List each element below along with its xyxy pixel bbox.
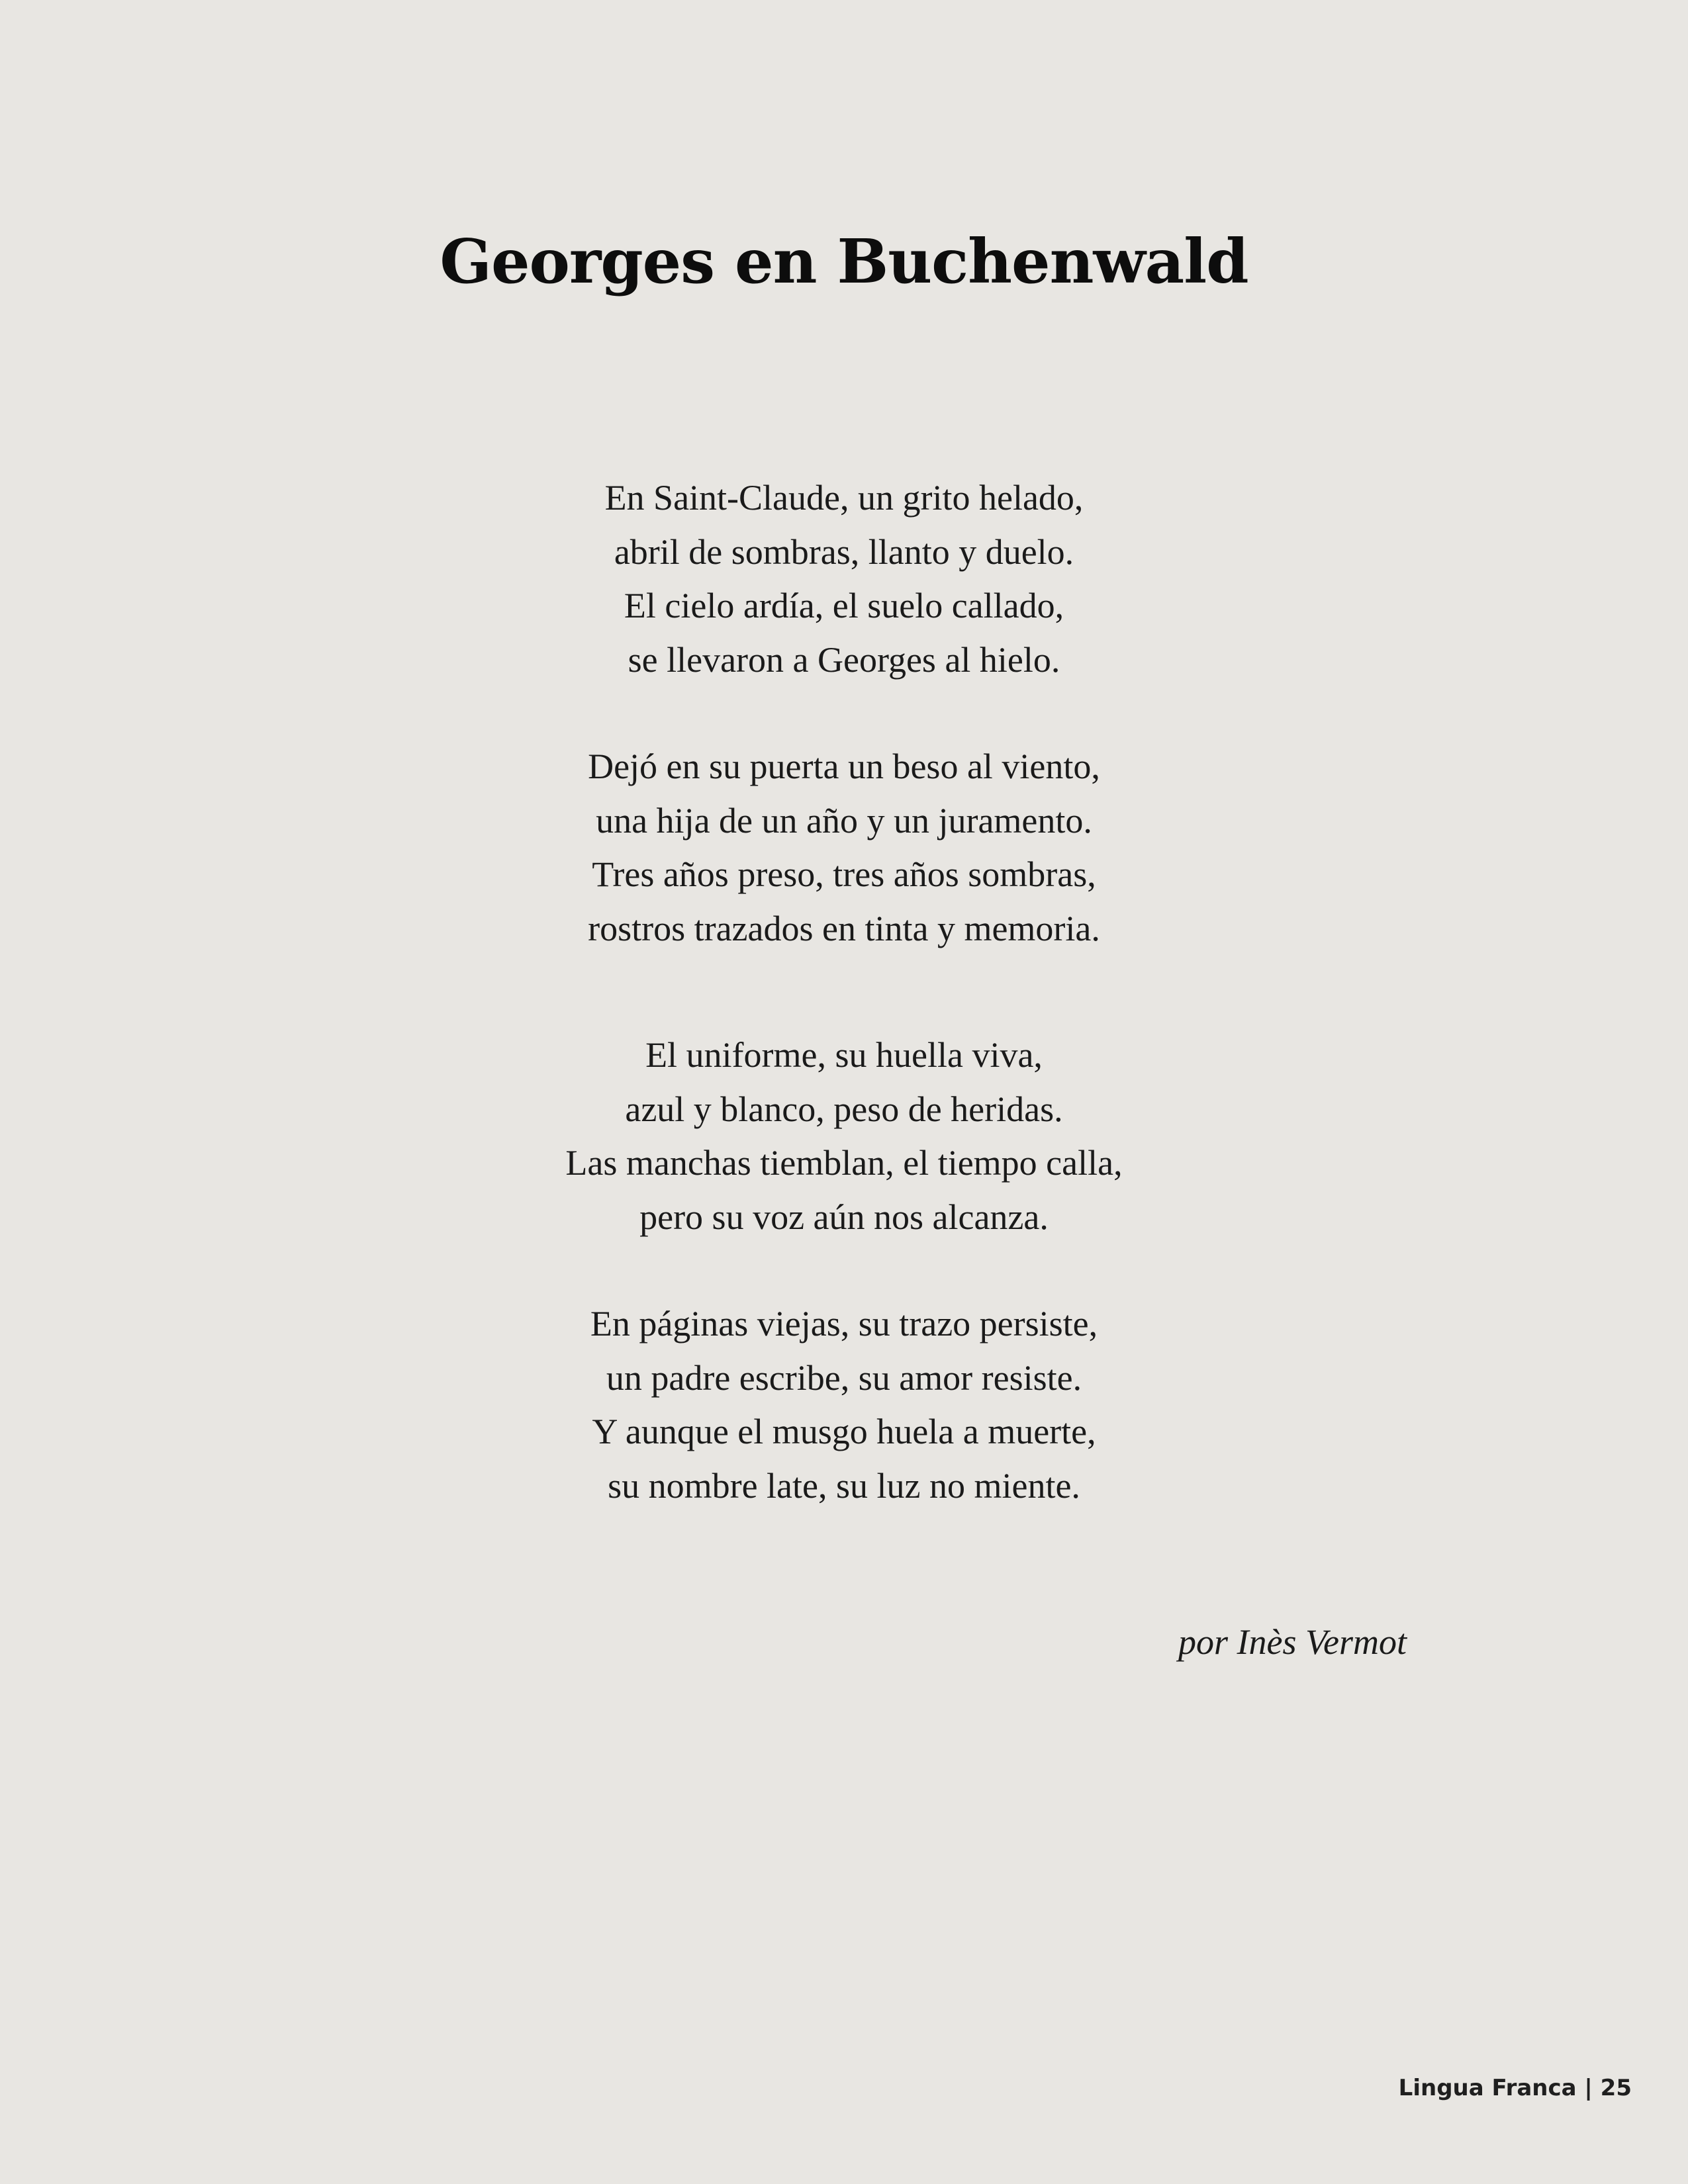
- poem-line: su nombre late, su luz no miente.: [608, 1465, 1080, 1506]
- poem-line: se llevaron a Georges al hielo.: [628, 639, 1060, 680]
- poem-line: pero su voz aún nos alcanza.: [639, 1197, 1049, 1237]
- poem-line: Las manchas tiemblan, el tiempo calla,: [565, 1143, 1123, 1183]
- poem-line: En páginas viejas, su trazo persiste,: [590, 1304, 1098, 1343]
- poem-line: En Saint-Claude, un grito helado,: [604, 478, 1084, 518]
- poem-line: Dejó en su puerta un beso al viento,: [588, 747, 1100, 786]
- page-footer: Lingua Franca | 25: [1398, 2075, 1632, 2101]
- poem-line: Y aunque el musgo huela a muerte,: [592, 1412, 1096, 1451]
- poem-line: azul y blanco, peso de heridas.: [625, 1089, 1063, 1129]
- poem-line: El uniforme, su huella viva,: [645, 1035, 1043, 1075]
- stanza-2: [0, 740, 1688, 956]
- stanza-1: [0, 471, 1688, 687]
- poem-line: rostros trazados en tinta y memoria.: [588, 908, 1100, 948]
- stanza-4: [0, 1297, 1688, 1513]
- poem-line: una hija de un año y un juramento.: [596, 800, 1092, 841]
- poem-title: Georges en Buchenwald: [440, 226, 1248, 297]
- stanza-3: [0, 1028, 1688, 1244]
- author-byline: por Inès Vermot: [1178, 1622, 1407, 1662]
- poem-line: El cielo ardía, el suelo callado,: [624, 586, 1064, 625]
- poem-line: Tres años preso, tres años sombras,: [592, 854, 1096, 894]
- poem-line: un padre escribe, su amor resiste.: [606, 1357, 1082, 1398]
- poem-line: abril de sombras, llanto y duelo.: [614, 531, 1074, 572]
- poem-body: [0, 471, 1688, 1513]
